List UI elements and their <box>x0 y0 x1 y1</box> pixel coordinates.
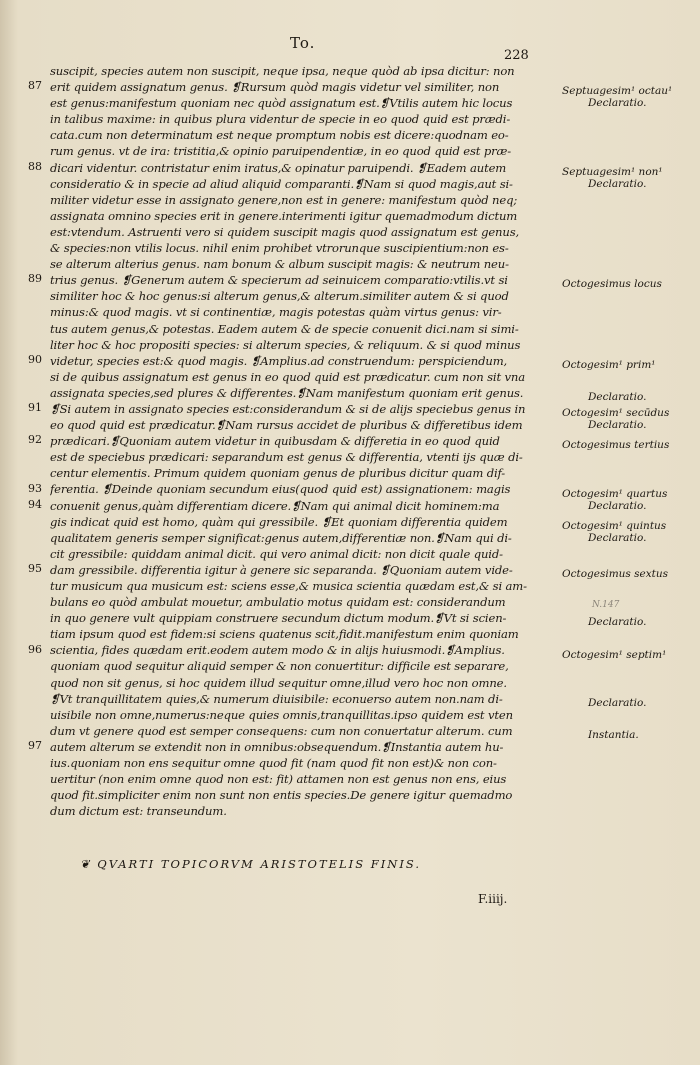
text-line: cata.cum non determinatum est neque promptum nobis est dicere:quodnam eo- <box>50 128 509 143</box>
margin-note-sub: Declaratio. <box>588 390 647 403</box>
book-explicit <box>80 857 421 871</box>
text-line: quoniam quod sequitur aliquid semper & non conuertitur: difficile est separare, <box>50 659 509 674</box>
margin-note-sub: Declaratio. <box>588 419 647 431</box>
text-line: dum dictum est: transeundum. <box>50 804 227 819</box>
text-line: minus:& quod magis. vt si continentiæ, magis potestas quàm virtus genus: vir- <box>50 305 502 320</box>
line-number: 90 <box>28 352 42 366</box>
text-line: se alterum alterius genus. nam bonum & album suscipit magis: & neutrum neu- <box>50 257 509 272</box>
margin-note <box>562 520 666 544</box>
margin-note <box>562 616 646 628</box>
margin-note <box>562 278 662 290</box>
text-line: quod fit.simpliciter enim non sunt non entis species.De genere igitur quemadmo <box>50 788 513 803</box>
margin-note-sub: Declaratio. <box>588 97 647 109</box>
text-line: similiter hoc & hoc genus:si alterum genus,& alterum.similiter autem & si quod <box>50 289 509 304</box>
text-line: uertitur (non enim omne quod non est: fit) attamen non est genus non ens, eius <box>50 772 507 787</box>
margin-note <box>562 439 669 451</box>
text-line: militer videtur esse in assignato genere,non est in genere: manifestum quòd neq; <box>50 192 518 207</box>
margin-note-sub: Declaratio. <box>588 177 647 190</box>
text-line: scientia, fides quædam erit.eodem autem modo & in alijs huiusmodi.❡Amplius. <box>50 643 505 658</box>
text-line: cit gressibile: quiddam animal dicit. qui vero animal dicit: non dicit quale quid- <box>50 546 503 561</box>
margin-note-heading: Septuagesim¹ octau¹ <box>562 85 673 97</box>
text-line: bulans eo quòd ambulat mouetur, ambulatio motus quidam est: considerandum <box>50 595 506 610</box>
margin-note-heading: Septuagesim¹ non¹ <box>562 165 663 178</box>
margin-note-heading: Octogesim¹ quintus <box>562 519 667 532</box>
text-line: liter hoc & hoc propositi species: si alterum species, & reliquum. & si quod minus <box>50 337 521 352</box>
text-line: videtur, species est:& quod magis. ❡Amplius.ad construendum: perspiciendum, <box>50 353 508 368</box>
text-line: in talibus maxime: in quibus plura videntur de specie in eo quod quid est prædi- <box>50 112 511 127</box>
margin-note-sub: Declaratio. <box>588 616 647 629</box>
text-line: ❡Si autem in assignato species est:considerandum & si de alijs speciebus genus in <box>50 401 526 416</box>
text-line: & species:non vtilis locus. nihil enim prohibet vtrorunque suscipientium:non es- <box>50 241 509 256</box>
text-line: est:vtendum. Astruenti vero si quidem suscipit magis quod assignatum est genus, <box>50 224 520 239</box>
text-line: in quo genere vult quippiam construere secundum dictum modum.❡Vt si scien- <box>50 611 507 626</box>
line-number: 92 <box>28 433 42 447</box>
text-line: gis indicat quid est homo, quàm qui gressibile. ❡Et quoniam differentia quidem <box>50 514 508 529</box>
running-title: To. <box>290 34 316 52</box>
text-line: assignata species,sed plures & differentes.❡Nam manifestum quoniam erit genus. <box>50 385 524 400</box>
text-line: dicari videntur. contristatur enim iratus,& opinatur paruipendi. ❡Eadem autem <box>50 160 507 175</box>
text-line: si de quibus assignatum est genus in eo quod quid est prædicatur. cum non sit vna <box>50 369 525 384</box>
line-number: 96 <box>28 642 42 656</box>
margin-note <box>562 391 646 403</box>
margin-note <box>562 407 669 431</box>
line-number: 87 <box>28 79 42 93</box>
text-line: dum vt genere quod est semper consequens: cum non conuertatur alterum. cum <box>50 723 513 738</box>
text-line: prædicari.❡Quoniam autem videtur in quibusdam & differetia in eo quod quid <box>50 434 500 449</box>
text-line: est de speciebus prædicari: separandum est genus & differentia, vtenti ijs quæ di- <box>50 450 523 465</box>
signature-mark: F.iiij. <box>478 892 508 906</box>
line-number: 93 <box>28 481 42 495</box>
text-line: ❡Vt tranquillitatem quies,& numerum diuisibile: econuerso autem non.nam di- <box>50 691 503 706</box>
text-line: assignata omnino species erit in genere.interimenti igitur quemadmodum dictum <box>50 208 518 223</box>
text-line: consideratio & in specie ad aliud aliquid comparanti.❡Nam si quod magis,aut si- <box>50 176 513 191</box>
margin-note-sub: Declaratio. <box>588 531 647 544</box>
margin-note-heading: Octogesim¹ secūdus <box>562 407 670 419</box>
text-line: conuenit genus,quàm differentiam dicere.❡Nam qui animal dicit hominem:ma <box>50 498 500 513</box>
text-line: suscipit, species autem non suscipit, neque ipsa, neque quòd ab ipsa dicitur: non <box>50 64 515 78</box>
line-number: 91 <box>28 401 42 415</box>
text-line: ferentia. ❡Deinde quoniam secundum eius(quod quid est) assignationem: magis <box>50 482 511 497</box>
text-line: trius genus. ❡Generum autem & specierum ad seinuicem comparatio:vtilis.vt si <box>50 273 508 288</box>
margin-note <box>562 729 639 741</box>
margin-note-heading: Octogesimus sextus <box>562 568 669 580</box>
fleuron-ornament: ❦ <box>80 857 92 871</box>
margin-note <box>562 166 663 190</box>
line-number: 95 <box>28 562 42 576</box>
margin-note <box>562 697 646 709</box>
margin-note-sub: Declaratio. <box>588 499 647 512</box>
text-line: est genus:manifestum quoniam nec quòd assignatum est.❡Vtilis autem hic locus <box>50 96 513 111</box>
margin-note-heading: Octogesim¹ septim¹ <box>562 648 667 661</box>
text-line: rum genus. vt de ira: tristitia,& opinio paruipendentiæ, in eo quod quid est præ- <box>50 144 512 159</box>
margin-note-heading: Octogesim¹ quartus <box>562 487 668 500</box>
margin-note-sub: Declaratio. <box>588 696 647 709</box>
margin-note <box>562 488 667 512</box>
margin-note-heading: Octogesimus locus <box>562 278 662 291</box>
line-number: 89 <box>28 272 42 286</box>
text-line: eo quod quid est prædicatur.❡Nam rursus accidet de pluribus & differetibus idem <box>50 418 523 433</box>
folio-number: 228 <box>504 48 529 63</box>
line-number: 97 <box>28 739 42 753</box>
line-number: 88 <box>28 159 42 173</box>
text-line: autem alterum se extendit non in omnibus:obsequendum.❡Instantia autem hu- <box>50 739 504 754</box>
margin-note <box>562 359 655 371</box>
text-line: ius.quoniam non ens sequitur omne quod fit (nam quod fit non est)& non con- <box>50 756 497 771</box>
margin-note <box>562 568 668 580</box>
text-line: uisibile non omne,numerus:neque quies omnis,tranquillitas.ipso quidem est vten <box>50 707 513 722</box>
text-line: erit quidem assignatum genus. ❡Rursum quòd magis videtur vel similiter, non <box>50 80 500 95</box>
line-number: 94 <box>28 497 42 511</box>
text-line: tur musicum qua musicum est: sciens esse,& musica scientia quædam est,& si am- <box>50 579 527 593</box>
margin-note-sub: Instantia. <box>588 729 639 741</box>
text-line: centur elementis. Primum quidem quoniam genus de pluribus dicitur quam dif- <box>50 466 506 481</box>
margin-note-heading: Octogesim¹ prim¹ <box>562 358 656 371</box>
text-line: tus autem genus,& potestas. Eadem autem & de specie conuenit dici.nam si simi- <box>50 321 519 336</box>
text-line: tiam ipsum quod est fidem:si sciens quatenus scit,fidit.manifestum enim quoniam <box>50 627 519 642</box>
text-line: dam gressibile. differentia igitur à genere sic separanda. ❡Quoniam autem vide- <box>50 562 513 577</box>
text-line: qualitatem generis semper significat:genus autem,differentiæ non.❡Nam qui di- <box>50 530 512 545</box>
margin-note <box>562 649 666 661</box>
margin-note-heading: Octogesimus tertius <box>562 439 670 452</box>
main-text-block <box>50 63 555 819</box>
explicit-text: QVARTI TOPICORVM ARISTOTELIS FINIS. <box>97 857 421 871</box>
handwritten-annotation: N.147 <box>592 600 620 611</box>
margin-note <box>562 85 672 109</box>
text-line: quod non sit genus, si hoc quidem illud sequitur omne,illud vero hoc non omne. <box>50 675 507 690</box>
